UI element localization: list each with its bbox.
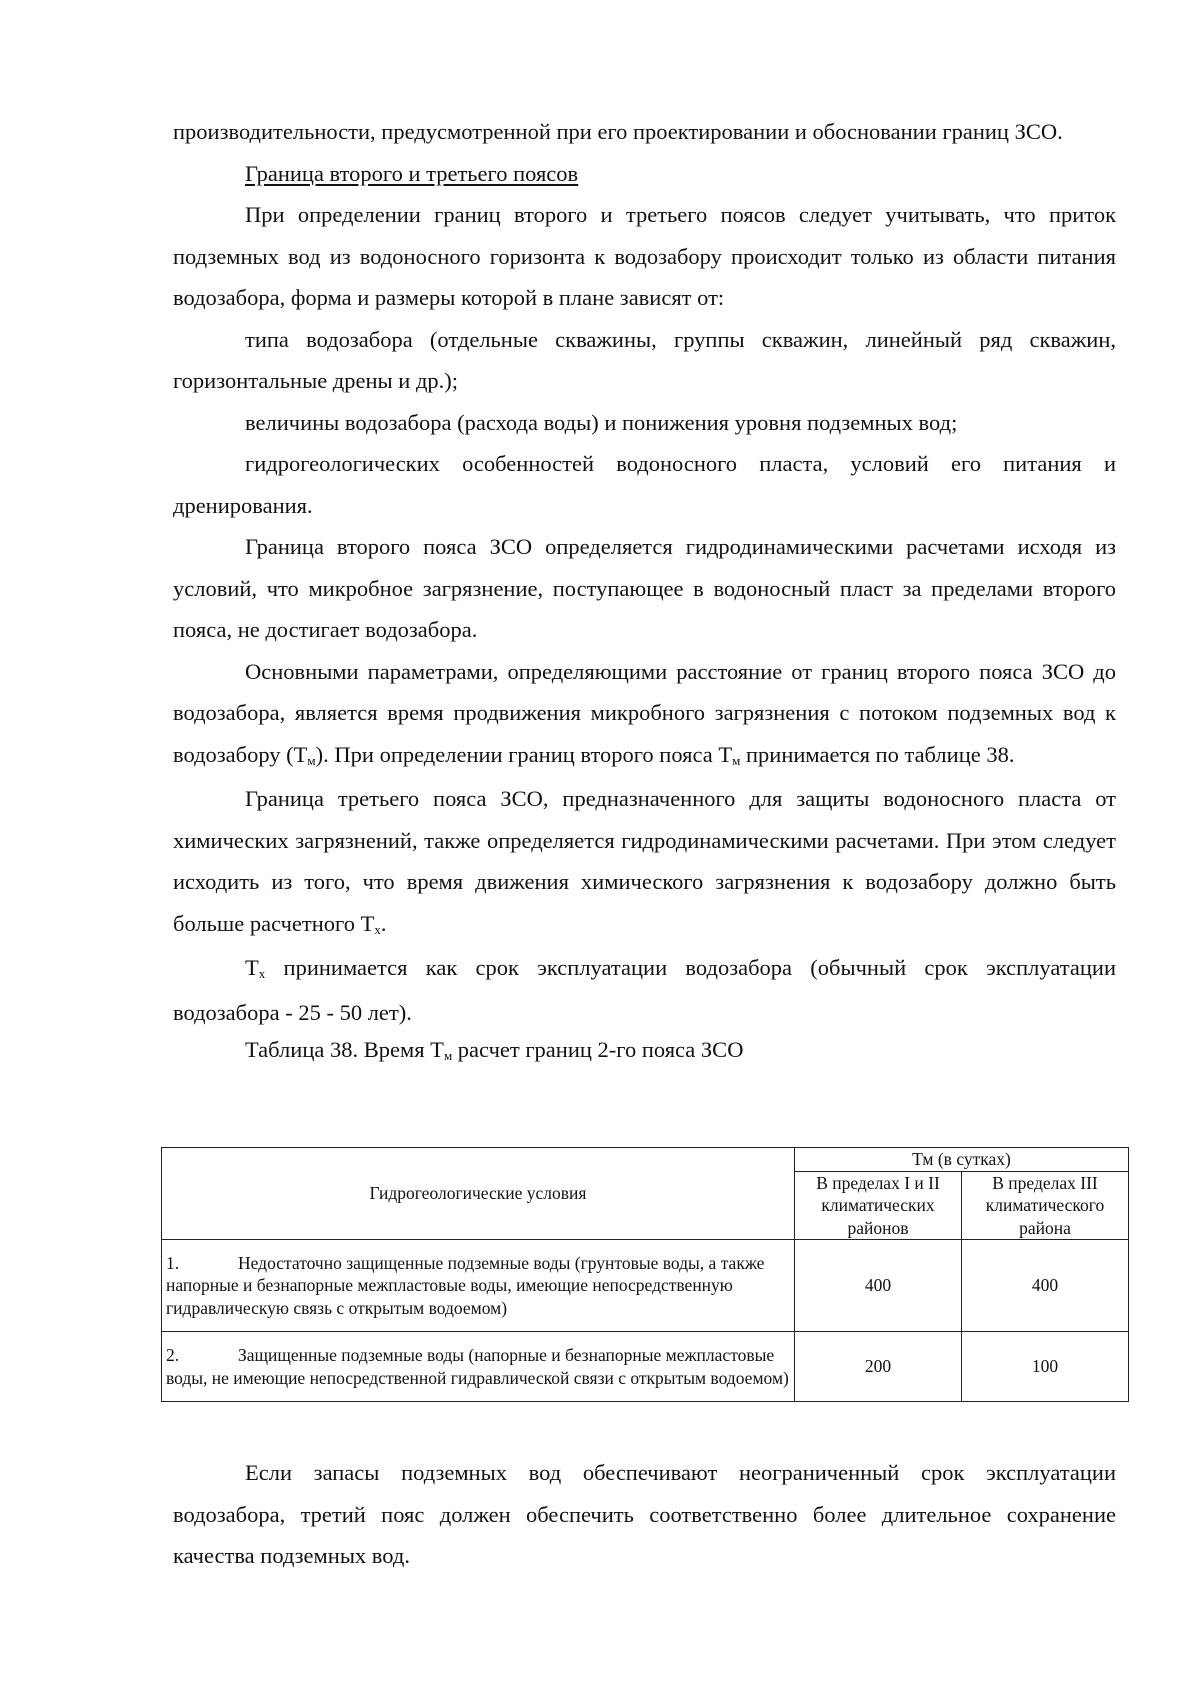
list-item-2: величины водозабора (расхода воды) и понижения уровня подземных вод; — [245, 409, 958, 435]
row-number: 2. — [166, 1345, 180, 1365]
paragraph-9: Если запасы подземных вод обеспечивают неограниченный срок эксплуатации водозабора, третий пояс должен обеспечить соответственно более длительное сохранение качества подземных вод. — [173, 1460, 1116, 1568]
subscript-x: х — [374, 921, 381, 937]
table-header-row — [162, 1148, 1129, 1172]
paragraph-7 — [173, 778, 1116, 947]
paragraph-6-part-b: ). При определении границ второго пояса Т — [315, 741, 733, 767]
list-item-3: гидрогеологических особенностей водоносного пласта, условий его питания и дренирования. — [173, 451, 1116, 518]
subscript-m: м — [443, 1048, 453, 1063]
section-heading — [173, 153, 1116, 195]
paragraph-7-part-a: Граница третьего пояса ЗСО, предназначенного для защиты водоносного пласта от химических загрязнений, также определяется гидродинамическими расчетами. При этом следует исходить из того, что время движения химического загрязнения к водозабору должно быть больше расчетного Т — [173, 786, 1116, 936]
row-value-2: 100 — [962, 1332, 1129, 1402]
list-item-1: типа водозабора (отдельные скважины, группы скважин, линейный ряд скважин, горизонтальные дрены и др.); — [173, 326, 1116, 393]
paragraph-8 — [173, 947, 1116, 1033]
table-row — [162, 1240, 1129, 1332]
row-condition-text: Защищенные подземные воды (напорные и безнапорные межпластовые воды, не имеющие непосредственной гидравлической связи с открытым водоемом) — [166, 1345, 789, 1388]
paragraph-8-part-b: принимается как срок эксплуатации водозабора (обычный срок эксплуатации водозабора - 25 - 50 лет). — [173, 955, 1116, 1025]
header-col-1: В пределах I и II климатических районов — [795, 1171, 962, 1240]
table-38 — [161, 1147, 1129, 1402]
table-row — [162, 1332, 1129, 1402]
header-condition: Гидрогеологические условия — [162, 1148, 795, 1240]
row-condition — [162, 1240, 795, 1332]
table-caption — [173, 1035, 1116, 1068]
paragraph-6-part-c: принимается по таблице 38. — [740, 741, 1015, 767]
paragraph-6 — [173, 651, 1116, 779]
paragraph-1: При определении границ второго и третьего поясов следует учитывать, что приток подземных вод из водоносного горизонта к водозабору происходит только из области питания водозабора, форма и размеры которой в плане зависят от: — [173, 202, 1116, 310]
row-condition — [162, 1332, 795, 1402]
paragraph-7-part-b: . — [380, 910, 387, 936]
header-group: Тм (в сутках) — [795, 1148, 1129, 1172]
subscript-x: х — [258, 966, 266, 981]
paragraph-0: производительности, предусмотренной при его проектировании и обосновании границ ЗСО. — [173, 119, 1063, 144]
table-caption-part-a: Таблица 38. Время Т — [245, 1037, 444, 1062]
paragraph-6-part-a: Основными параметрами, определяющими расстояние от границ второго пояса ЗСО до водозабора, является время продвижения микробного загрязнения с потоком подземных вод к водозабору (Т — [173, 658, 1116, 767]
table-caption-part-b: расчет границ 2-го пояса ЗСО — [452, 1037, 744, 1062]
row-condition-text: Недостаточно защищенные подземные воды (грунтовые воды, а также напорные и безнапорные межпластовые воды, имеющие непосредственную гидравлическую связь с открытым водоемом) — [166, 1252, 765, 1318]
row-number: 1. — [166, 1252, 180, 1273]
row-value-1: 200 — [795, 1332, 962, 1402]
section-heading-text: Граница второго и третьего поясов — [245, 160, 579, 186]
subscript-m: м — [732, 752, 741, 768]
body-text-after-table — [173, 1452, 1116, 1577]
header-col-2: В пределах III климатического района — [962, 1171, 1129, 1240]
row-value-1: 400 — [795, 1240, 962, 1332]
body-text — [173, 111, 1116, 1068]
paragraph-5: Граница второго пояса ЗСО определяется гидродинамическими расчетами исходя из условий, что микробное загрязнение, поступающее в водоносный пласт за пределами второго пояса, не достигает водозабора. — [173, 534, 1116, 642]
row-value-2: 400 — [962, 1240, 1129, 1332]
subscript-m: м — [307, 752, 316, 768]
paragraph-8-part-a: Т — [245, 955, 259, 980]
